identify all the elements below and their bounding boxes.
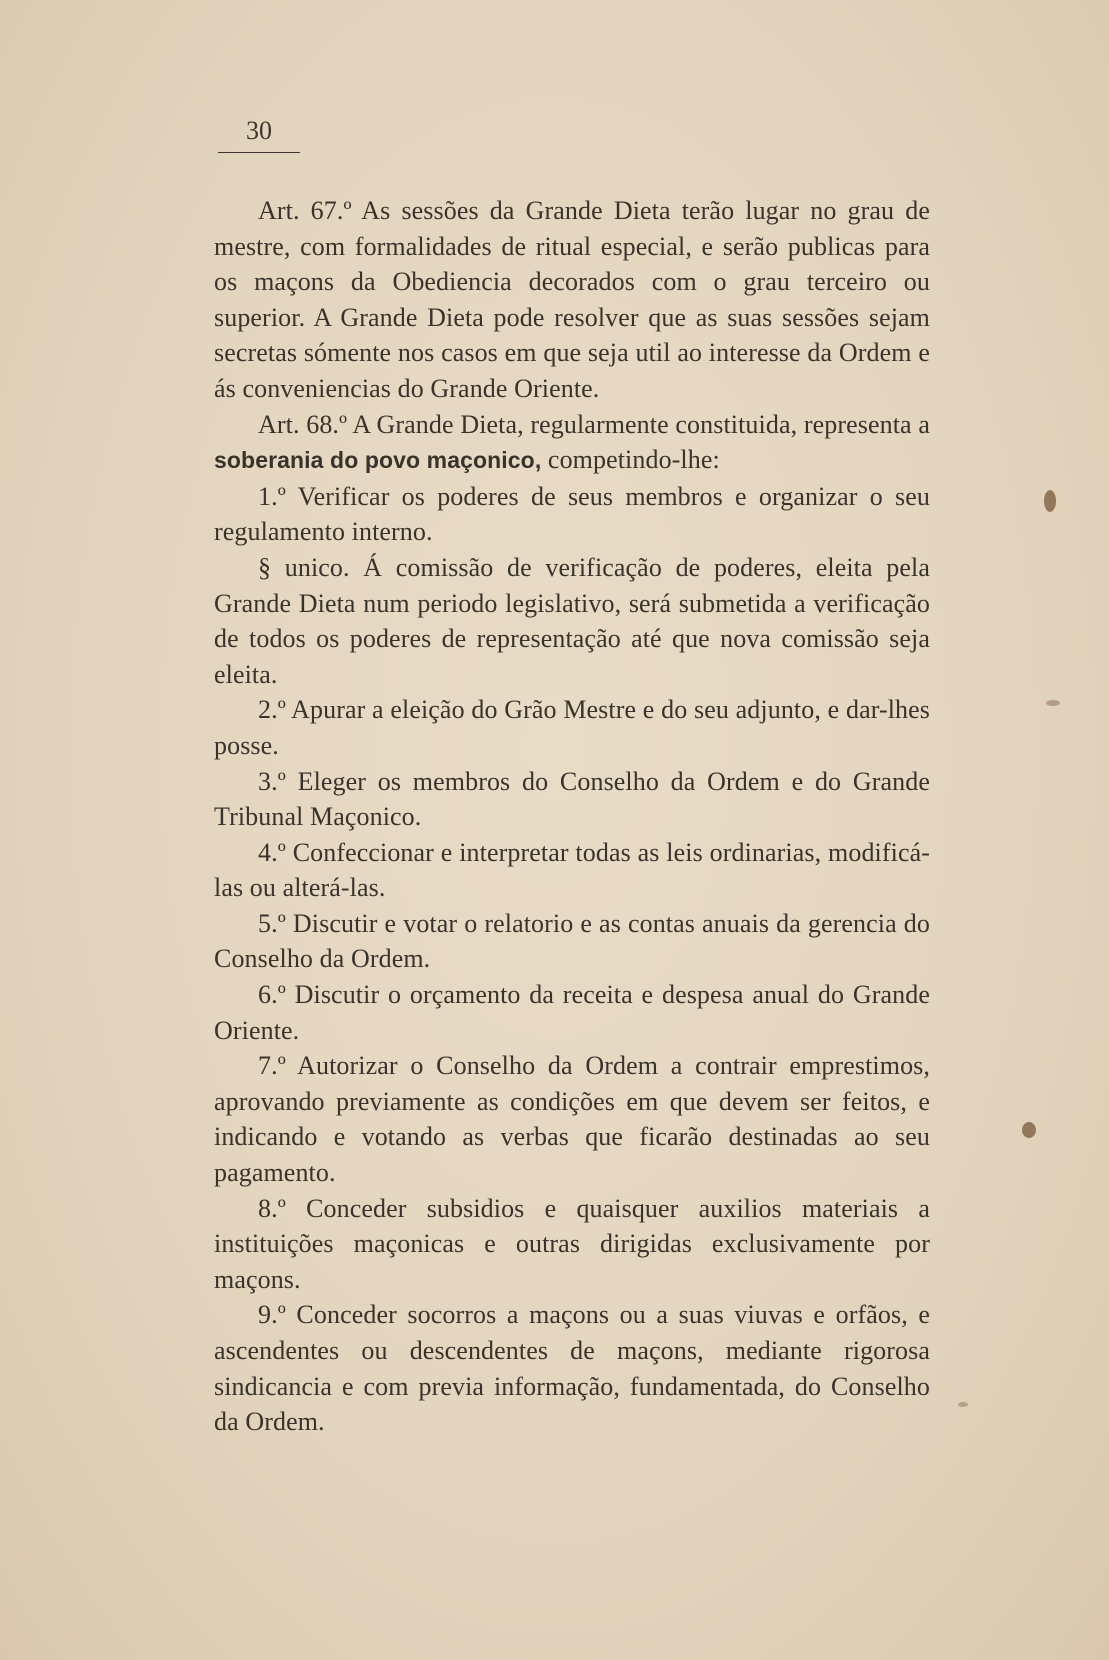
paragraph-art-68 bbox=[214, 407, 930, 479]
item-6: 6.º Discutir o orçamento da receita e despesa anual do Grande Oriente. bbox=[214, 980, 930, 1045]
item-7: 7.º Autorizar o Conselho da Ordem a contrair emprestimos, aprovando previamente as condições em que devem ser feitos, e indicando e votando as verbas que ficarão destinadas ao seu pagamento. bbox=[214, 1051, 930, 1188]
item-1-paragraph-unico: § unico. Á comissão de verificação de poderes, eleita pela Grande Dieta num periodo legislativo, será submetida a verificação de todos os poderes de representação até que nova comissão seja eleita. bbox=[214, 552, 930, 689]
page-number: 30 bbox=[218, 116, 300, 153]
item-4: 4.º Confeccionar e interpretar todas as leis ordinarias, modificá-las ou alterá-las. bbox=[214, 837, 930, 903]
art-68-bold-phrase: soberania do povo maçonico, bbox=[214, 447, 542, 474]
item-1: 1.º Verificar os poderes de seus membros e organizar o seu regulamento interno. bbox=[214, 481, 930, 547]
item-2: 2.º Apurar a eleição do Grão Mestre e do seu adjunto, e dar-lhes posse. bbox=[214, 695, 930, 760]
foxing-spot bbox=[1044, 490, 1056, 512]
foxing-spot bbox=[958, 1402, 968, 1407]
item-3: 3.º Eleger os membros do Conselho da Ordem e do Grande Tribunal Maçonico. bbox=[214, 766, 930, 832]
item-8: 8.º Conceder subsidios e quaisquer auxilios materiais a instituições maçonicas e outras dirigidas exclusivamente por maçons. bbox=[214, 1193, 930, 1294]
item-5: 5.º Discutir e votar o relatorio e as contas anuais da gerencia do Conselho da Ordem. bbox=[214, 908, 930, 974]
foxing-spot bbox=[1046, 700, 1060, 706]
foxing-spot bbox=[1022, 1122, 1036, 1138]
item-9: 9.º Conceder socorros a maçons ou a suas viuvas e orfãos, e ascendentes ou descendentes de maçons, mediante rigorosa sindicancia e com previa informação, fundamentada, do Conselho da Ordem. bbox=[214, 1300, 930, 1437]
art-68-tail: competindo-lhe: bbox=[541, 445, 720, 475]
body-text bbox=[214, 193, 930, 1440]
art-68-lead: Art. 68.º A Grande Dieta, regularmente constituida, representa a bbox=[258, 409, 930, 439]
paragraph-art-67: Art. 67.º As sessões da Grande Dieta terão lugar no grau de mestre, com formalidades de ritual especial, e serão publicas para os maçons da Obediencia decorados com o grau terceiro ou superior. A Grande Dieta pode resolver que as suas sessões sejam secretas sómente nos casos em que seja util ao interesse da Ordem e ás conveniencias do Grande Oriente. bbox=[214, 196, 930, 403]
